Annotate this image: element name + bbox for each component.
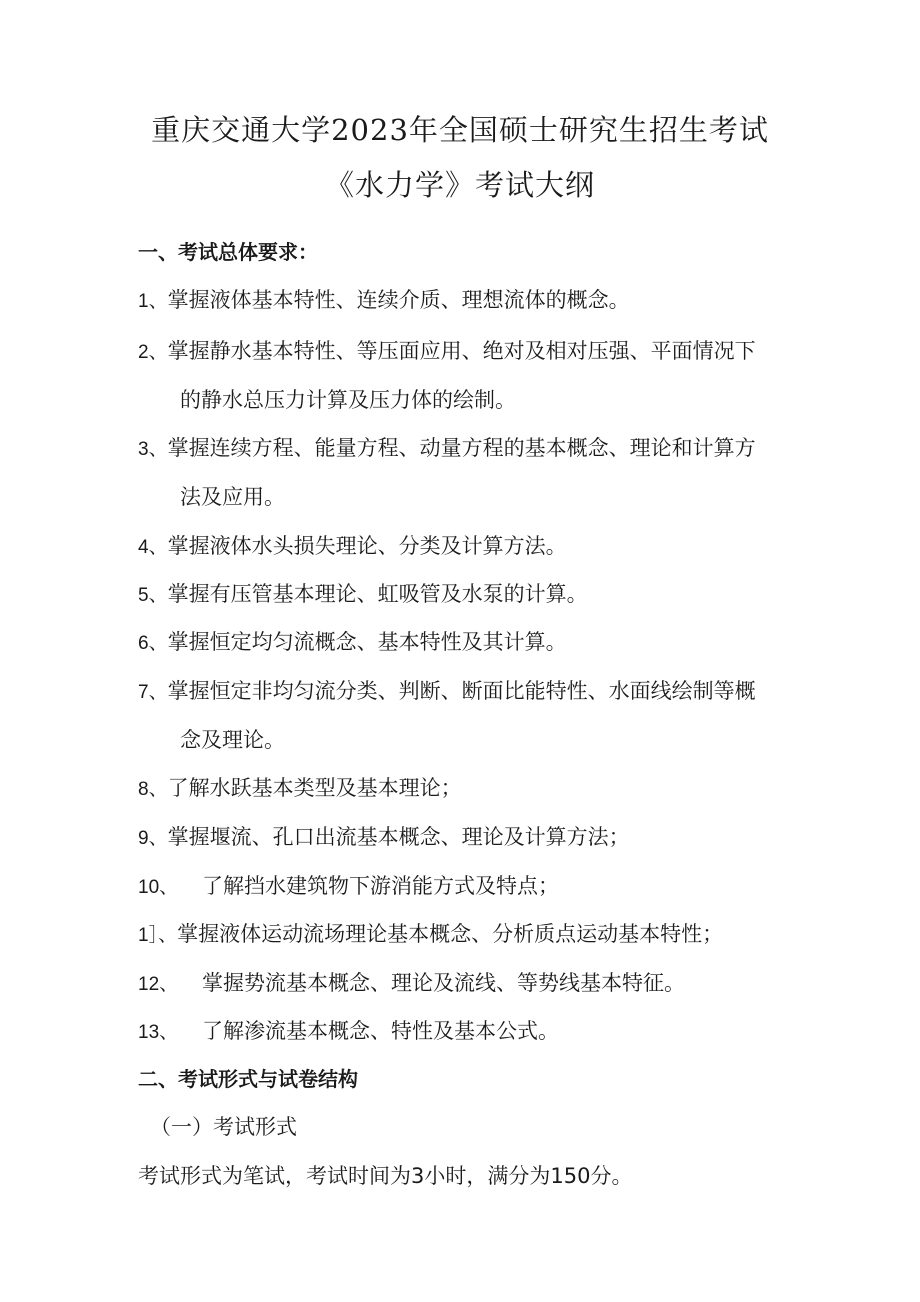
list-item	[138, 341, 756, 362]
list-item	[138, 632, 567, 653]
item-number: 10、	[138, 877, 179, 898]
item-text: 掌握液体运动流场理论基本概念、分析质点运动基本特性；	[177, 922, 724, 946]
document-title: 重庆交通大学2023年全国硕士研究生招生考试	[151, 113, 769, 147]
item-number: 7、	[138, 682, 168, 703]
item-text: 掌握势流基本概念、理论及流线、等势线基本特征。	[202, 971, 685, 995]
item-text: 掌握堰流、孔口出流基本概念、理论及计算方法；	[167, 825, 630, 849]
item-number: 8、	[138, 779, 168, 800]
item-number: 5、	[138, 585, 168, 606]
item-continuation: 的静水总压力计算及压力体的绘制。	[180, 388, 516, 412]
item-text: 了解挡水建筑物下游消能方式及特点；	[202, 874, 559, 898]
item-text: 了解渗流基本概念、特性及基本公式。	[202, 1019, 559, 1043]
item-number: 12、	[138, 974, 179, 995]
list-item	[138, 290, 630, 311]
item-number: 3、	[138, 439, 168, 460]
body-paragraph: 考试形式为笔试，考试时间为3小时，满分为150分。	[138, 1164, 633, 1188]
list-item	[138, 827, 630, 848]
list-item	[138, 536, 567, 557]
list-item	[138, 438, 756, 459]
item-number: 1］、	[138, 925, 178, 946]
document-subtitle: 《水力学》考试大纲	[324, 168, 595, 202]
item-text: 掌握液体水头损失理论、分类及计算方法。	[167, 534, 567, 558]
section-heading-exam-format: 二、考试形式与试卷结构	[138, 1067, 358, 1091]
list-item	[138, 876, 559, 897]
list-item	[138, 778, 462, 799]
item-continuation: 念及理论。	[180, 728, 285, 752]
section-heading-requirements: 一、考试总体要求：	[138, 240, 318, 264]
item-text: 掌握有压管基本理论、虹吸管及水泵的计算。	[167, 582, 588, 606]
item-text: 掌握连续方程、能量方程、动量方程的基本概念、理论和计算方	[167, 436, 756, 460]
item-number: 6、	[138, 633, 168, 654]
sub-heading-exam-form: （一）考试形式	[150, 1115, 297, 1139]
item-number: 1、	[138, 291, 168, 312]
item-text: 掌握液体基本特性、连续介质、理想流体的概念。	[167, 288, 630, 312]
item-number: 13、	[138, 1022, 179, 1043]
item-text: 掌握静水基本特性、等压面应用、绝对及相对压强、平面情况下	[167, 339, 756, 363]
list-item	[138, 1021, 559, 1042]
item-text: 了解水跃基本类型及基本理论；	[167, 776, 462, 800]
list-item	[138, 584, 588, 605]
item-text: 掌握恒定均匀流概念、基本特性及其计算。	[167, 630, 567, 654]
list-item	[138, 924, 723, 945]
item-text: 掌握恒定非均匀流分类、判断、断面比能特性、水面线绘制等概	[167, 679, 756, 703]
item-number: 2、	[138, 342, 168, 363]
list-item	[138, 681, 756, 702]
item-number: 9、	[138, 828, 168, 849]
item-number: 4、	[138, 537, 168, 558]
list-item	[138, 973, 685, 994]
item-continuation: 法及应用。	[180, 485, 285, 509]
